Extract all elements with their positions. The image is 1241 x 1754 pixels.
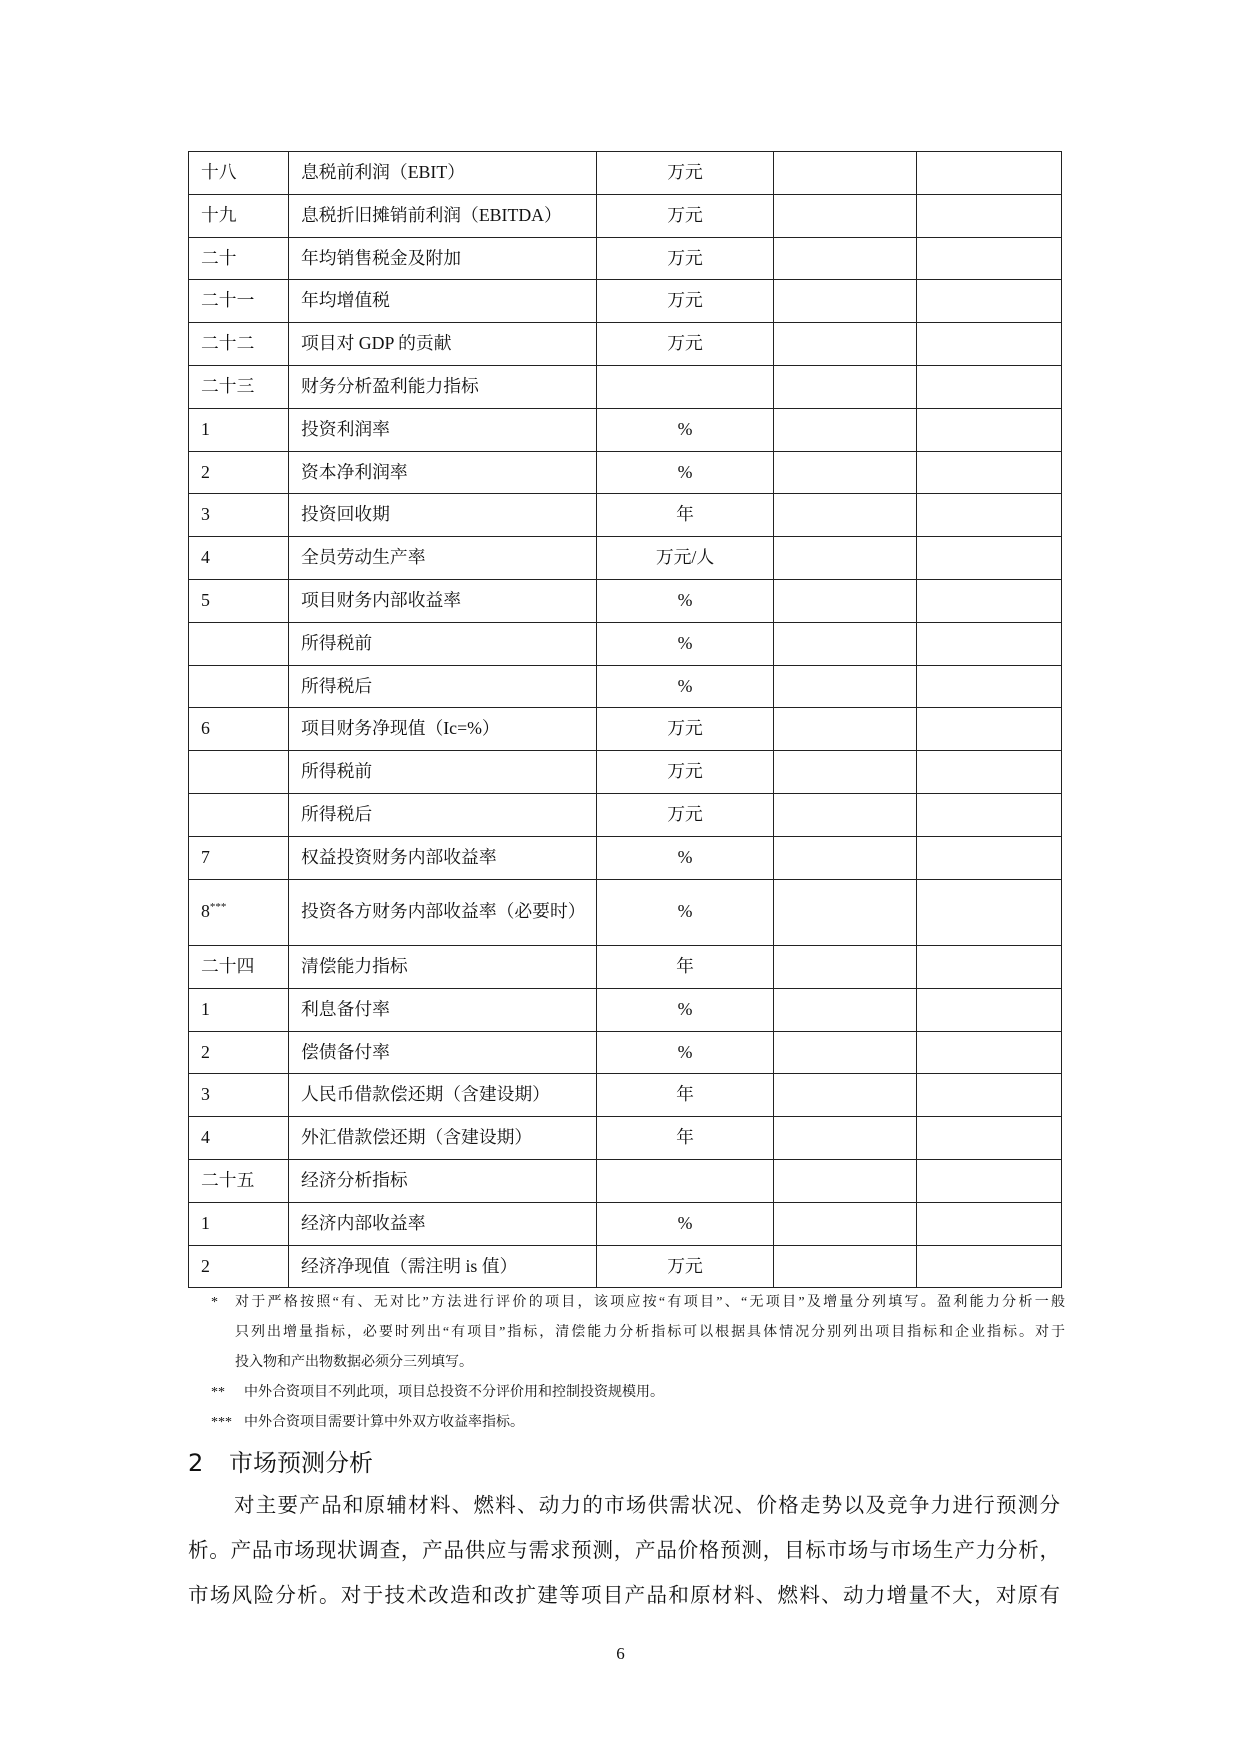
section-heading xyxy=(188,1446,373,1480)
item-number: 8 xyxy=(201,901,210,922)
item-number: 二十 xyxy=(201,247,237,268)
item-number-cell xyxy=(189,879,289,946)
item-number-cell xyxy=(189,451,289,494)
item-name: 所得税后 xyxy=(289,665,597,708)
footnote-marker: ** xyxy=(211,1385,225,1400)
value-cell xyxy=(917,408,1062,451)
item-name: 利息备付率 xyxy=(289,988,597,1031)
item-unit: % xyxy=(597,665,774,708)
value-cell xyxy=(774,365,917,408)
footnote-3 xyxy=(0,1408,1241,1438)
item-unit: % xyxy=(597,408,774,451)
value-cell xyxy=(917,237,1062,280)
item-number: 1 xyxy=(201,998,210,1019)
table-row xyxy=(189,451,1062,494)
item-unit: 年 xyxy=(597,946,774,989)
value-cell xyxy=(774,1202,917,1245)
value-cell xyxy=(774,836,917,879)
table-row xyxy=(189,537,1062,580)
footnote-text xyxy=(244,1408,1074,1438)
item-number: 4 xyxy=(201,1127,210,1148)
item-name: 外汇借款偿还期（含建设期） xyxy=(289,1117,597,1160)
value-cell xyxy=(774,152,917,195)
footnote-line: 中外合资项目不列此项，项目总投资不分评价用和控制投资规模用。 xyxy=(244,1385,664,1400)
table-row xyxy=(189,879,1062,946)
table-row xyxy=(189,665,1062,708)
item-unit: 万元 xyxy=(597,280,774,323)
item-name: 经济分析指标 xyxy=(289,1160,597,1203)
value-cell xyxy=(917,1117,1062,1160)
item-number: 二十一 xyxy=(201,290,255,311)
item-unit: 年 xyxy=(597,1074,774,1117)
item-number-cell xyxy=(189,836,289,879)
indicator-table xyxy=(188,151,1062,1288)
item-number: 二十五 xyxy=(201,1170,255,1191)
value-cell xyxy=(774,1031,917,1074)
item-name: 清偿能力指标 xyxy=(289,946,597,989)
value-cell xyxy=(917,1074,1062,1117)
table-row xyxy=(189,708,1062,751)
item-unit: 万元 xyxy=(597,708,774,751)
table-row xyxy=(189,408,1062,451)
footnote-text xyxy=(244,1378,1074,1408)
value-cell xyxy=(774,1117,917,1160)
value-cell xyxy=(917,1202,1062,1245)
footnote-line: 对于严格按照“有、无对比”方法进行评价的项目，该项应按“有项目”、“无项目”及增量分列填写。盈利能力分析一般 xyxy=(235,1295,1065,1310)
item-number-cell xyxy=(189,152,289,195)
item-unit: 万元/人 xyxy=(597,537,774,580)
item-name: 人民币借款偿还期（含建设期） xyxy=(289,1074,597,1117)
item-number: 十八 xyxy=(201,162,237,182)
value-cell xyxy=(774,280,917,323)
value-cell xyxy=(774,793,917,836)
item-unit: 万元 xyxy=(597,152,774,195)
table-row xyxy=(189,988,1062,1031)
value-cell xyxy=(917,1160,1062,1203)
item-number-cell xyxy=(189,237,289,280)
footnote-1 xyxy=(0,1288,1241,1378)
table-row xyxy=(189,946,1062,989)
item-number-cell xyxy=(189,537,289,580)
table-row xyxy=(189,365,1062,408)
value-cell xyxy=(917,280,1062,323)
table-row xyxy=(189,194,1062,237)
item-unit: 年 xyxy=(597,1117,774,1160)
item-name: 息税折旧摊销前利润（EBITDA） xyxy=(289,194,597,237)
item-number-cell xyxy=(189,622,289,665)
item-name: 所得税前 xyxy=(289,622,597,665)
item-number: 2 xyxy=(201,1041,210,1062)
item-name: 投资利润率 xyxy=(289,408,597,451)
section-number: 2 xyxy=(188,1449,204,1477)
item-number-cell xyxy=(189,1074,289,1117)
value-cell xyxy=(917,451,1062,494)
value-cell xyxy=(774,451,917,494)
value-cell xyxy=(774,494,917,537)
value-cell xyxy=(917,494,1062,537)
item-unit: % xyxy=(597,622,774,665)
value-cell xyxy=(917,988,1062,1031)
value-cell xyxy=(774,1160,917,1203)
table-row xyxy=(189,494,1062,537)
value-cell xyxy=(917,751,1062,794)
value-cell xyxy=(774,1074,917,1117)
item-unit: 万元 xyxy=(597,323,774,366)
item-unit: 年 xyxy=(597,494,774,537)
item-name: 项目财务内部收益率 xyxy=(289,579,597,622)
item-number-cell xyxy=(189,988,289,1031)
item-number-cell xyxy=(189,579,289,622)
item-name: 所得税后 xyxy=(289,793,597,836)
item-number: 二十四 xyxy=(201,956,255,977)
item-unit: % xyxy=(597,1202,774,1245)
item-name: 项目对 GDP 的贡献 xyxy=(289,323,597,366)
footnote-2 xyxy=(0,1378,1241,1408)
value-cell xyxy=(774,946,917,989)
item-number-cell xyxy=(189,194,289,237)
item-unit: % xyxy=(597,1031,774,1074)
item-number-cell xyxy=(189,365,289,408)
value-cell xyxy=(917,537,1062,580)
item-name: 所得税前 xyxy=(289,751,597,794)
value-cell xyxy=(917,1031,1062,1074)
table-footnotes xyxy=(0,1288,1241,1438)
footnote-text xyxy=(235,1288,1065,1378)
item-number-cell xyxy=(189,793,289,836)
value-cell xyxy=(774,408,917,451)
value-cell xyxy=(917,793,1062,836)
table-row xyxy=(189,751,1062,794)
footnote-line: 中外合资项目需要计算中外双方收益率指标。 xyxy=(244,1415,524,1430)
item-number: 4 xyxy=(201,547,210,568)
item-number: 1 xyxy=(201,1212,210,1233)
item-number-cell xyxy=(189,751,289,794)
table-row xyxy=(189,280,1062,323)
value-cell xyxy=(917,152,1062,195)
value-cell xyxy=(917,665,1062,708)
item-number-cell xyxy=(189,946,289,989)
item-name: 偿债备付率 xyxy=(289,1031,597,1074)
item-unit: 万元 xyxy=(597,793,774,836)
table-row xyxy=(189,793,1062,836)
value-cell xyxy=(917,1245,1062,1288)
table-row xyxy=(189,579,1062,622)
item-number-cell xyxy=(189,665,289,708)
value-cell xyxy=(774,579,917,622)
item-number-cell xyxy=(189,280,289,323)
table-row xyxy=(189,323,1062,366)
table-row xyxy=(189,836,1062,879)
footnote-marker: *** xyxy=(211,1415,232,1430)
footnote-line: 投入物和产出物数据必须分三列填写。 xyxy=(235,1355,473,1370)
value-cell xyxy=(917,323,1062,366)
table-row xyxy=(189,1117,1062,1160)
item-number: 6 xyxy=(201,718,210,739)
value-cell xyxy=(774,708,917,751)
item-number-cell xyxy=(189,408,289,451)
value-cell xyxy=(917,946,1062,989)
item-number-cell xyxy=(189,1202,289,1245)
item-unit: 万元 xyxy=(597,194,774,237)
value-cell xyxy=(917,622,1062,665)
value-cell xyxy=(917,194,1062,237)
item-name: 全员劳动生产率 xyxy=(289,537,597,580)
item-number-cell xyxy=(189,1160,289,1203)
item-unit xyxy=(597,365,774,408)
item-number: 5 xyxy=(201,589,210,610)
value-cell xyxy=(774,665,917,708)
value-cell xyxy=(774,237,917,280)
item-name: 年均销售税金及附加 xyxy=(289,237,597,280)
item-name: 投资回收期 xyxy=(289,494,597,537)
paragraph-line: 市场风险分析。对于技术改造和改扩建等项目产品和原材料、燃料、动力增量不大，对原有 xyxy=(188,1585,1060,1607)
value-cell xyxy=(774,879,917,946)
item-unit: % xyxy=(597,988,774,1031)
item-name: 权益投资财务内部收益率 xyxy=(289,836,597,879)
item-number-cell xyxy=(189,494,289,537)
item-number-cell xyxy=(189,1117,289,1160)
footnote-line: 只列出增量指标，必要时列出“有项目”指标，清偿能力分析指标可以根据具体情况分别列出项目指标和企业指标。对于 xyxy=(235,1325,1065,1340)
indicator-table-body xyxy=(189,152,1062,1288)
item-name: 经济净现值（需注明 is 值） xyxy=(289,1245,597,1288)
item-number-cell xyxy=(189,1245,289,1288)
item-number: 二十三 xyxy=(201,375,255,396)
item-number: 十九 xyxy=(201,204,237,225)
value-cell xyxy=(917,836,1062,879)
item-number: 3 xyxy=(201,504,210,525)
section-title: 市场预测分析 xyxy=(229,1449,373,1477)
paragraph-line: 析。产品市场现状调查，产品供应与需求预测，产品价格预测，目标市场与市场生产力分析， xyxy=(188,1540,1060,1562)
value-cell xyxy=(774,537,917,580)
item-number: 1 xyxy=(201,418,210,439)
item-number: 3 xyxy=(201,1084,210,1105)
item-number: 2 xyxy=(201,1255,210,1276)
item-number: 2 xyxy=(201,461,210,482)
table-row xyxy=(189,1160,1062,1203)
item-number-note: *** xyxy=(209,901,227,914)
table-row xyxy=(189,1031,1062,1074)
value-cell xyxy=(774,988,917,1031)
table-row xyxy=(189,1202,1062,1245)
item-unit: % xyxy=(597,579,774,622)
value-cell xyxy=(917,579,1062,622)
value-cell xyxy=(917,365,1062,408)
section-paragraph xyxy=(188,1484,1060,1619)
item-number: 二十二 xyxy=(201,333,255,354)
item-number-cell xyxy=(189,708,289,751)
item-name: 息税前利润（EBIT） xyxy=(289,152,597,195)
value-cell xyxy=(917,708,1062,751)
item-unit xyxy=(597,1160,774,1203)
item-number-cell xyxy=(189,323,289,366)
table-row xyxy=(189,237,1062,280)
item-name: 资本净利润率 xyxy=(289,451,597,494)
table-row xyxy=(189,622,1062,665)
value-cell xyxy=(774,751,917,794)
item-unit: 万元 xyxy=(597,751,774,794)
value-cell xyxy=(774,622,917,665)
value-cell xyxy=(774,1245,917,1288)
value-cell xyxy=(917,879,1062,946)
value-cell xyxy=(774,194,917,237)
value-cell xyxy=(774,323,917,366)
footnote-marker: * xyxy=(211,1295,218,1310)
table-row xyxy=(189,1074,1062,1117)
item-name: 年均增值税 xyxy=(289,280,597,323)
item-name: 经济内部收益率 xyxy=(289,1202,597,1245)
page-number: 6 xyxy=(616,1644,625,1663)
item-unit: % xyxy=(597,836,774,879)
table-row xyxy=(189,1245,1062,1288)
item-number: 7 xyxy=(201,846,210,867)
item-unit: 万元 xyxy=(597,237,774,280)
item-name: 财务分析盈利能力指标 xyxy=(289,365,597,408)
table-row xyxy=(189,152,1062,195)
item-unit: 万元 xyxy=(597,1245,774,1288)
item-unit: % xyxy=(597,451,774,494)
item-name: 投资各方财务内部收益率（必要时） xyxy=(289,879,597,946)
paragraph-line: 对主要产品和原辅材料、燃料、动力的市场供需状况、价格走势以及竞争力进行预测分 xyxy=(234,1495,1060,1517)
item-unit: % xyxy=(597,879,774,946)
item-number-cell xyxy=(189,1031,289,1074)
item-name: 项目财务净现值（Ic=%） xyxy=(289,708,597,751)
